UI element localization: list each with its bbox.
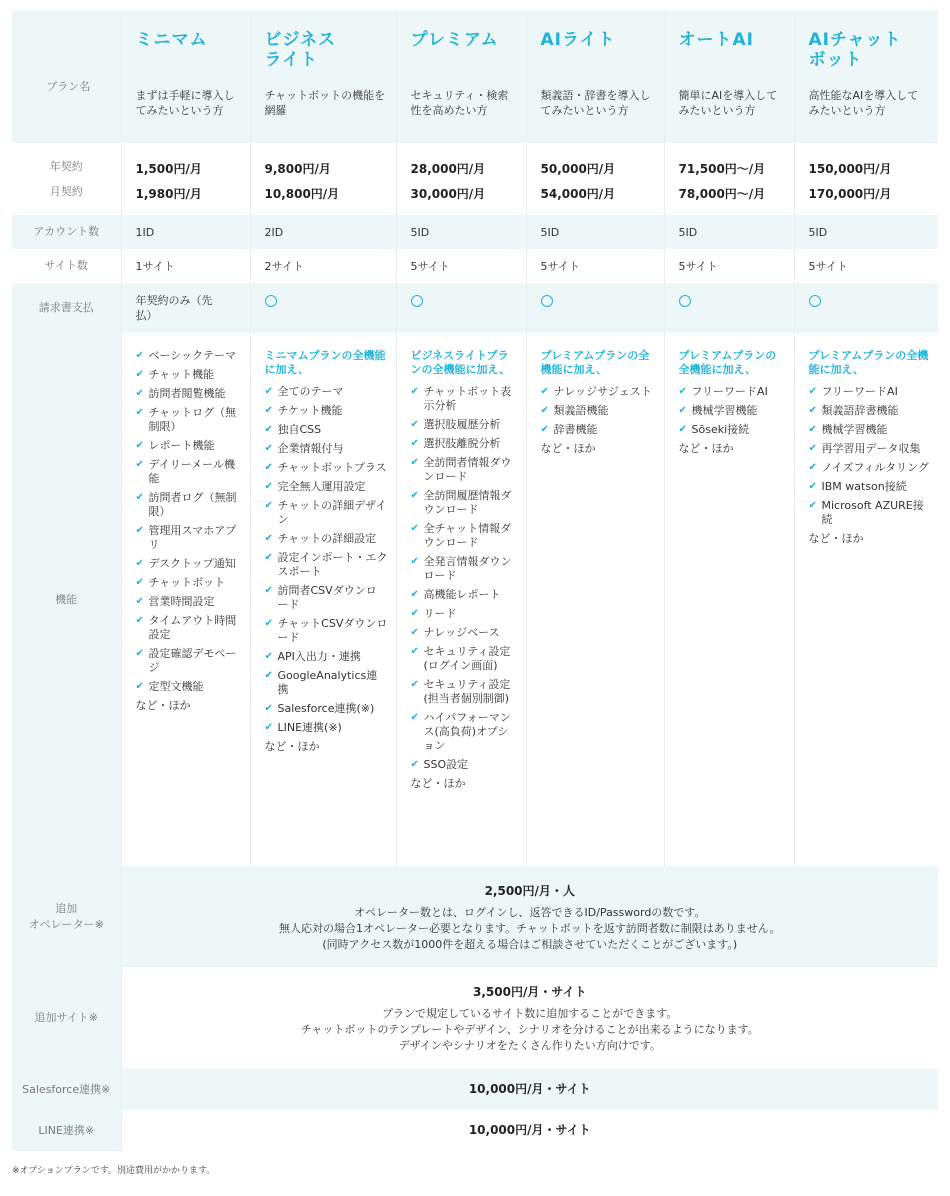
plan-col-premium — [396, 10, 526, 143]
check-icon: ✔ — [135, 492, 144, 503]
label-line: オペレーター※ — [28, 917, 104, 931]
price-labels — [12, 143, 121, 215]
plan-name: プレミアム — [410, 30, 499, 50]
check-icon: ✔ — [808, 424, 817, 435]
feature-text: チャットログ（無制限） — [148, 406, 237, 433]
feature-text: ベーシックテーマ — [148, 349, 237, 362]
annual-label: 年契約 — [49, 160, 83, 173]
option-desc-line: プランで規定しているサイト数に追加することができます。 — [382, 1007, 678, 1020]
features-cell — [526, 333, 664, 866]
option-price: 10,000円/月・サイト — [468, 1082, 591, 1096]
check-icon: ✔ — [540, 386, 549, 397]
available-circle-icon — [265, 295, 277, 307]
feature-text: フリーワードAI — [691, 385, 768, 398]
feature-item — [679, 423, 786, 437]
feature-text: デスクトップ通知 — [148, 557, 236, 570]
feature-item — [809, 385, 931, 399]
feature-item — [136, 349, 242, 363]
check-icon: ✔ — [135, 577, 144, 588]
feature-text: チャットCSVダウンロード — [277, 617, 388, 644]
check-icon: ✔ — [808, 443, 817, 454]
check-icon: ✔ — [135, 350, 144, 361]
feature-item — [136, 595, 242, 609]
available-circle-icon — [679, 295, 691, 307]
check-icon: ✔ — [410, 589, 419, 600]
feature-item — [411, 678, 518, 706]
feature-text: SSO設定 — [423, 758, 469, 771]
check-icon: ✔ — [540, 424, 549, 435]
check-icon: ✔ — [135, 596, 144, 607]
feature-text: 完全無人運用設定 — [277, 480, 366, 493]
check-icon: ✔ — [264, 552, 273, 563]
check-icon: ✔ — [410, 646, 419, 657]
feature-item — [411, 437, 518, 451]
feature-item — [411, 626, 518, 640]
feature-text: GoogleAnalytics連携 — [277, 669, 378, 696]
feature-item — [541, 404, 656, 418]
feature-text: チャットボット — [148, 576, 226, 589]
features-cell — [664, 333, 794, 866]
plan-desc: まずは手軽に導入してみたいという方 — [135, 89, 235, 117]
feature-item — [136, 557, 242, 571]
feature-item — [265, 532, 388, 546]
sites-cell: 1サイト — [121, 249, 250, 283]
invoice-cell — [396, 283, 526, 333]
check-icon: ✔ — [540, 405, 549, 416]
feature-item — [411, 555, 518, 583]
feature-item — [136, 458, 242, 486]
check-icon: ✔ — [808, 405, 817, 416]
pricing-table-wrapper — [12, 10, 938, 1151]
check-icon: ✔ — [135, 407, 144, 418]
plan-desc: チャットボットの機能を網羅 — [264, 89, 386, 117]
feature-list — [679, 385, 786, 437]
accounts-cell: 5ID — [526, 215, 664, 249]
option-site-row — [12, 967, 938, 1069]
feature-text: 類義語機能 — [553, 404, 609, 417]
feature-text: 機械学習機能 — [821, 423, 888, 436]
features-cell — [794, 333, 938, 866]
check-icon: ✔ — [410, 679, 419, 690]
feature-text: デイリーメール機能 — [148, 458, 235, 485]
plan-name: ミニマム — [135, 30, 208, 50]
price-row — [12, 143, 938, 215]
feature-item — [265, 404, 388, 418]
feature-item — [411, 711, 518, 753]
invoice-label: 請求書支払 — [12, 283, 121, 333]
option-salesforce-label: Salesforce連携※ — [12, 1069, 121, 1110]
feature-text: チャットの詳細設定 — [277, 532, 377, 545]
feature-text: フリーワードAI — [821, 385, 898, 398]
check-icon: ✔ — [410, 419, 419, 430]
feature-item — [136, 576, 242, 590]
option-operator-row — [12, 866, 938, 967]
feature-item — [265, 461, 388, 475]
feature-text: 再学習用データ収集 — [821, 442, 921, 455]
plan-col-auto-ai — [664, 10, 794, 143]
invoice-cell — [526, 283, 664, 333]
feature-item — [809, 499, 931, 527]
feature-text: 営業時間設定 — [148, 595, 215, 608]
sites-cell: 5サイト — [794, 249, 938, 283]
more-text: など・ほか — [264, 740, 320, 753]
feature-list — [411, 385, 518, 772]
option-line-cell — [121, 1110, 938, 1151]
plan-name: AIライト — [540, 30, 616, 50]
option-site-cell — [121, 967, 938, 1069]
option-line-row — [12, 1110, 938, 1151]
option-desc-line: 無人応対の場合1オペレーター必要となります。チャットボットを返す訪問者数に制限はありません。 — [279, 922, 781, 935]
more-text: など・ほか — [808, 532, 864, 545]
feature-item — [541, 423, 656, 437]
invoice-cell — [664, 283, 794, 333]
feature-text: 企業情報付与 — [277, 442, 344, 455]
feature-text: チャット機能 — [148, 368, 215, 381]
option-price: 3,500円/月・サイト — [472, 985, 587, 999]
label-line: 追加 — [55, 901, 78, 915]
feature-item — [265, 721, 388, 735]
feature-text: 独自CSS — [277, 423, 322, 436]
feature-item — [411, 607, 518, 621]
plan-col-ai-lite — [526, 10, 664, 143]
check-icon: ✔ — [264, 405, 273, 416]
annual-price: 1,500円/月 — [135, 162, 202, 176]
check-icon: ✔ — [264, 585, 273, 596]
check-icon: ✔ — [135, 369, 144, 380]
check-icon: ✔ — [410, 386, 419, 397]
monthly-price: 78,000円〜/月 — [678, 187, 766, 201]
monthly-price: 30,000円/月 — [410, 187, 486, 201]
more-text: など・ほか — [678, 442, 734, 455]
monthly-label: 月契約 — [49, 185, 83, 198]
feature-text: 管理用スマホアプリ — [148, 524, 237, 551]
option-site-label: 追加サイト※ — [12, 967, 121, 1069]
monthly-price: 170,000円/月 — [808, 187, 892, 201]
feature-text: Sōseki接続 — [691, 423, 750, 436]
annual-price: 150,000円/月 — [808, 162, 892, 176]
footnote: ※オプションプランです。別途費用がかかります。 — [12, 1166, 216, 1176]
accounts-cell: 2ID — [250, 215, 396, 249]
option-price: 2,500円/月・人 — [484, 884, 575, 898]
pricing-table — [12, 10, 938, 1151]
feature-item — [265, 617, 388, 645]
check-icon: ✔ — [678, 405, 687, 416]
feature-item — [265, 551, 388, 579]
accounts-cell: 5ID — [794, 215, 938, 249]
feature-text: Microsoft AZURE接続 — [821, 499, 924, 526]
option-desc-line: オペレーター数とは、ログインし、返答できるID/Passwordの数です。 — [354, 906, 706, 919]
more-text: など・ほか — [540, 442, 596, 455]
plan-desc: 類義語・辞書を導入してみたいという方 — [540, 89, 651, 117]
feature-heading: プレミアムプランの全機能に加え、 — [678, 349, 777, 376]
feature-item — [809, 423, 931, 437]
features-cell — [121, 333, 250, 866]
sites-row — [12, 249, 938, 283]
features-label: 機能 — [12, 333, 121, 866]
feature-text: 全訪問者情報ダウンロード — [423, 456, 512, 483]
accounts-cell: 5ID — [664, 215, 794, 249]
price-cell — [121, 143, 250, 215]
feature-item — [136, 387, 242, 401]
feature-item — [265, 650, 388, 664]
price-cell — [396, 143, 526, 215]
invoice-cell — [250, 283, 396, 333]
feature-item — [809, 480, 931, 494]
feature-item — [265, 385, 388, 399]
feature-text: 定型文機能 — [148, 680, 204, 693]
feature-text: 訪問者閲覧機能 — [148, 387, 226, 400]
feature-text: 高機能レポート — [423, 588, 501, 601]
feature-heading: ビジネスライトプランの全機能に加え、 — [410, 349, 511, 376]
feature-item — [136, 406, 242, 434]
accounts-cell: 5ID — [396, 215, 526, 249]
feature-text: Salesforce連携(※) — [277, 702, 375, 715]
price-cell — [664, 143, 794, 215]
feature-item — [136, 524, 242, 552]
feature-item — [136, 368, 242, 382]
feature-item — [411, 758, 518, 772]
feature-heading: ミニマムプランの全機能に加え、 — [264, 349, 386, 376]
feature-text: 選択肢履歴分析 — [423, 418, 501, 431]
check-icon: ✔ — [410, 556, 419, 567]
feature-heading: プレミアムプランの全機能に加え、 — [540, 349, 650, 376]
option-desc-line: チャットボットのテンプレートやデザイン、シナリオを分けることが出来るようになります。 — [300, 1023, 759, 1036]
check-icon: ✔ — [264, 424, 273, 435]
monthly-price: 54,000円/月 — [540, 187, 616, 201]
check-icon: ✔ — [410, 523, 419, 534]
feature-item — [809, 442, 931, 456]
feature-text: 全てのテーマ — [277, 385, 344, 398]
check-icon: ✔ — [410, 608, 419, 619]
feature-item — [265, 499, 388, 527]
feature-text: セキュリティ設定(ログイン画面) — [423, 645, 511, 672]
feature-item — [411, 456, 518, 484]
features-row — [12, 333, 938, 866]
feature-item — [411, 588, 518, 602]
feature-item — [809, 404, 931, 418]
feature-item — [265, 442, 388, 456]
price-cell — [794, 143, 938, 215]
plan-name: AIチャットボット — [808, 30, 902, 70]
available-circle-icon — [411, 295, 423, 307]
check-icon: ✔ — [410, 627, 419, 638]
invoice-text: 年契約のみ（先払） — [135, 294, 213, 322]
feature-text: セキュリティ設定(担当者個別制御) — [423, 678, 511, 705]
feature-text: チケット機能 — [277, 404, 343, 417]
plan-desc: セキュリティ・検索性を高めたい方 — [410, 89, 509, 117]
feature-item — [136, 680, 242, 694]
feature-item — [679, 404, 786, 418]
check-icon: ✔ — [264, 651, 273, 662]
feature-list — [809, 385, 931, 527]
check-icon: ✔ — [264, 481, 273, 492]
feature-text: ナレッジベース — [423, 626, 500, 639]
annual-price: 9,800円/月 — [264, 162, 331, 176]
check-icon: ✔ — [264, 703, 273, 714]
option-line-label: LINE連携※ — [12, 1110, 121, 1151]
feature-text: 類義語辞書機能 — [821, 404, 899, 417]
feature-text: リード — [423, 607, 457, 620]
check-icon: ✔ — [264, 462, 273, 473]
more-text: など・ほか — [410, 777, 466, 790]
check-icon: ✔ — [808, 500, 817, 511]
feature-text: 選択肢離脱分析 — [423, 437, 501, 450]
more-text: など・ほか — [135, 699, 191, 712]
feature-text: 全発言情報ダウンロード — [423, 555, 512, 582]
feature-item — [411, 385, 518, 413]
features-cell — [396, 333, 526, 866]
invoice-row — [12, 283, 938, 333]
plan-name: オートAI — [678, 30, 754, 50]
feature-text: 訪問者CSVダウンロード — [277, 584, 377, 611]
feature-item — [679, 385, 786, 399]
check-icon: ✔ — [135, 681, 144, 692]
available-circle-icon — [541, 295, 553, 307]
feature-item — [265, 480, 388, 494]
plan-name: ビジネスライト — [264, 30, 336, 70]
option-salesforce-row — [12, 1069, 938, 1110]
feature-text: チャットボットプラス — [277, 461, 387, 474]
sites-cell: 5サイト — [664, 249, 794, 283]
annual-price: 50,000円/月 — [540, 162, 616, 176]
feature-text: 設定インポート・エクスポート — [277, 551, 388, 578]
feature-text: 辞書機能 — [553, 423, 598, 436]
check-icon: ✔ — [135, 648, 144, 659]
feature-text: チャットの詳細デザイン — [277, 499, 387, 526]
check-icon: ✔ — [678, 424, 687, 435]
check-icon: ✔ — [135, 440, 144, 451]
plan-header-row — [12, 10, 938, 143]
check-icon: ✔ — [410, 759, 419, 770]
feature-text: チャットボット表示分析 — [423, 385, 512, 412]
plan-desc: 簡単にAIを導入してみたいという方 — [678, 89, 778, 117]
check-icon: ✔ — [410, 490, 419, 501]
option-operator-cell — [121, 866, 938, 967]
annual-price: 71,500円〜/月 — [678, 162, 766, 176]
feature-item — [136, 614, 242, 642]
feature-item — [265, 584, 388, 612]
option-desc-line: (同時アクセス数が1000件を超える場合はご相談させていただくことがございます。) — [322, 938, 738, 951]
feature-text: ハイパフォーマンス(高負荷)オプション — [423, 711, 511, 752]
check-icon: ✔ — [135, 525, 144, 536]
feature-list — [265, 385, 388, 735]
feature-item — [411, 522, 518, 550]
sites-label: サイト数 — [12, 249, 121, 283]
monthly-price: 10,800円/月 — [264, 187, 340, 201]
feature-item — [136, 491, 242, 519]
feature-text: 機械学習機能 — [691, 404, 758, 417]
feature-text: タイムアウト時間設定 — [148, 614, 237, 641]
check-icon: ✔ — [135, 615, 144, 626]
accounts-row — [12, 215, 938, 249]
feature-text: ナレッジサジェスト — [553, 385, 652, 398]
plan-col-business-lite — [250, 10, 396, 143]
feature-item — [541, 385, 656, 399]
plan-desc: 高性能なAIを導入してみたいという方 — [808, 89, 919, 117]
check-icon: ✔ — [410, 457, 419, 468]
check-icon: ✔ — [264, 500, 273, 511]
plan-col-minimum — [121, 10, 250, 143]
feature-item — [411, 489, 518, 517]
annual-price: 28,000円/月 — [410, 162, 486, 176]
check-icon: ✔ — [264, 722, 273, 733]
check-icon: ✔ — [410, 712, 419, 723]
check-icon: ✔ — [135, 558, 144, 569]
accounts-label: アカウント数 — [12, 215, 121, 249]
check-icon: ✔ — [264, 386, 273, 397]
feature-item — [136, 439, 242, 453]
feature-text: レポート機能 — [148, 439, 215, 452]
check-icon: ✔ — [264, 533, 273, 544]
plan-label: プラン名 — [12, 10, 121, 143]
feature-item — [265, 669, 388, 697]
accounts-cell: 1ID — [121, 215, 250, 249]
feature-text: 訪問者ログ（無制限） — [148, 491, 237, 518]
check-icon: ✔ — [808, 386, 817, 397]
feature-item — [411, 645, 518, 673]
feature-list — [541, 385, 656, 437]
check-icon: ✔ — [135, 388, 144, 399]
feature-item — [265, 702, 388, 716]
feature-text: LINE連携(※) — [277, 721, 342, 734]
invoice-cell — [121, 283, 250, 333]
check-icon: ✔ — [410, 438, 419, 449]
option-desc-line: デザインやシナリオをたくさん作りたい方向けです。 — [398, 1039, 661, 1052]
feature-text: 設定確認デモページ — [148, 647, 237, 674]
available-circle-icon — [809, 295, 821, 307]
feature-text: IBM watson接続 — [821, 480, 907, 493]
option-price: 10,000円/月・サイト — [468, 1123, 591, 1137]
features-cell — [250, 333, 396, 866]
feature-heading: プレミアムプランの全機能に加え、 — [808, 349, 929, 376]
monthly-price: 1,980円/月 — [135, 187, 202, 201]
sites-cell: 5サイト — [396, 249, 526, 283]
check-icon: ✔ — [678, 386, 687, 397]
plan-col-ai-chatbot — [794, 10, 938, 143]
feature-text: 全訪問履歴情報ダウンロード — [423, 489, 512, 516]
feature-text: 全チャット情報ダウンロード — [423, 522, 512, 549]
check-icon: ✔ — [264, 618, 273, 629]
invoice-cell — [794, 283, 938, 333]
feature-item — [809, 461, 931, 475]
price-cell — [250, 143, 396, 215]
feature-text: ノイズフィルタリング — [821, 461, 929, 474]
feature-text: API入出力・連携 — [277, 650, 361, 663]
feature-list — [136, 349, 242, 694]
option-operator-label — [12, 866, 121, 967]
check-icon: ✔ — [808, 481, 817, 492]
check-icon: ✔ — [135, 459, 144, 470]
price-cell — [526, 143, 664, 215]
check-icon: ✔ — [808, 462, 817, 473]
check-icon: ✔ — [264, 670, 273, 681]
check-icon: ✔ — [264, 443, 273, 454]
feature-item — [265, 423, 388, 437]
sites-cell: 5サイト — [526, 249, 664, 283]
sites-cell: 2サイト — [250, 249, 396, 283]
option-salesforce-cell — [121, 1069, 938, 1110]
feature-item — [411, 418, 518, 432]
feature-item — [136, 647, 242, 675]
